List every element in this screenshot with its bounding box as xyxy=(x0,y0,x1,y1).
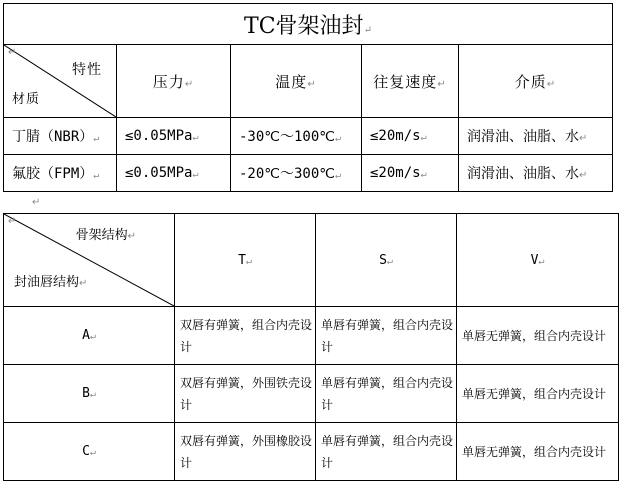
structure-desc-cell: 单唇无弹簧，组合内壳设计 xyxy=(457,307,619,365)
paragraph-mark: ↵ xyxy=(192,169,199,180)
row-label-text: C xyxy=(82,444,90,459)
column-header-medium: 介质 xyxy=(514,72,547,91)
cell-text: ≤0.05MPa xyxy=(125,165,193,181)
row-label-a xyxy=(4,307,175,365)
column-header-speed: 往复速度 xyxy=(373,72,438,91)
table-title xyxy=(4,4,613,45)
corner-header-cell xyxy=(4,45,117,118)
cell-text: 氟胶（FPM） xyxy=(12,166,94,182)
corner-label-lip xyxy=(14,271,87,290)
paragraph-mark: ↵ xyxy=(89,389,96,400)
structure-desc-cell: 单唇无弹簧，组合内壳设计 xyxy=(457,423,619,481)
corner-label-material: 材质 xyxy=(12,92,41,107)
pressure-cell xyxy=(117,155,231,192)
column-header xyxy=(231,45,362,118)
row-label-text: A xyxy=(82,328,90,343)
cell-text: 润滑油、油脂、水 xyxy=(467,166,579,182)
paragraph-mark: ↵ xyxy=(546,78,557,90)
cell-text: -20℃～300℃ xyxy=(239,166,336,182)
paragraph-mark: ↵ xyxy=(184,78,195,90)
paragraph-mark: ↵ xyxy=(127,231,136,242)
cell-text: 丁腈（NBR） xyxy=(12,129,94,145)
corner-label-property: 特性 xyxy=(72,62,102,78)
material-properties-table xyxy=(3,3,613,192)
cell-text: -30℃～100℃ xyxy=(239,129,336,145)
paragraph-mark: ↵ xyxy=(335,133,342,144)
column-header-s xyxy=(316,214,457,307)
row-label-text: B xyxy=(82,386,90,401)
column-header xyxy=(459,45,613,118)
column-header-text: V xyxy=(530,252,539,268)
table-row xyxy=(4,307,619,365)
row-label-c xyxy=(4,423,175,481)
paragraph-mark: ↵ xyxy=(437,78,447,90)
paragraph-mark: ↵ xyxy=(335,170,342,181)
cell-text: 润滑油、油脂、水 xyxy=(467,129,579,145)
speed-cell xyxy=(362,155,459,192)
structure-table xyxy=(3,213,619,481)
column-header-t xyxy=(175,214,316,307)
corner-label-frame xyxy=(76,224,136,243)
paragraph-mark: ↵ xyxy=(386,255,393,267)
paragraph-mark: ↵ xyxy=(89,447,96,458)
structure-desc-cell: 单唇无弹簧，组合内壳设计 xyxy=(457,365,619,423)
column-header xyxy=(117,45,231,118)
structure-desc-cell: 双唇有弹簧，外围铁壳设计 xyxy=(175,365,316,423)
paragraph-mark: ↵ xyxy=(89,331,96,342)
structure-desc-cell: 单唇有弹簧，组合内壳设计 xyxy=(316,423,457,481)
medium-cell xyxy=(459,118,613,155)
structure-desc-cell: 双唇有弹簧，外围橡胶设计 xyxy=(175,423,316,481)
paragraph-mark: ↵ xyxy=(32,197,41,208)
paragraph-mark: ↵ xyxy=(93,170,100,181)
column-header xyxy=(362,45,459,118)
column-header-v xyxy=(457,214,619,307)
paragraph-mark: ↵ xyxy=(363,24,372,36)
column-header-temperature: 温度 xyxy=(275,72,308,91)
medium-cell xyxy=(459,155,613,192)
corner-header-cell xyxy=(4,214,175,307)
cell-text: ≤20m/s xyxy=(370,128,421,144)
paragraph-mark: ↵ xyxy=(192,132,199,143)
paragraph-mark: ↵ xyxy=(420,169,427,180)
structure-desc-cell: 单唇有弹簧，组合内壳设计 xyxy=(316,365,457,423)
material-name-cell xyxy=(4,118,117,155)
corner-label-frame-text: 骨架结构 xyxy=(75,228,128,243)
column-header-text: S xyxy=(379,252,387,268)
table-row xyxy=(4,118,613,155)
temperature-cell xyxy=(231,118,362,155)
paragraph-mark: ↵ xyxy=(579,170,588,181)
corner-mark: ↵ xyxy=(8,216,17,227)
table-row xyxy=(4,155,613,192)
row-label-b xyxy=(4,365,175,423)
paragraph-mark: ↵ xyxy=(420,132,427,143)
structure-desc-cell: 双唇有弹簧，组合内壳设计 xyxy=(175,307,316,365)
temperature-cell xyxy=(231,155,362,192)
material-name-cell xyxy=(4,155,117,192)
paragraph-mark: ↵ xyxy=(79,278,88,289)
column-header-text: T xyxy=(238,252,246,268)
paragraph-mark: ↵ xyxy=(93,133,100,144)
structure-desc-cell: 单唇有弹簧，组合内壳设计 xyxy=(316,307,457,365)
table-title-text: TC骨架油封 xyxy=(244,13,364,39)
cell-text: ≤0.05MPa xyxy=(125,128,193,144)
speed-cell xyxy=(362,118,459,155)
paragraph-mark: ↵ xyxy=(307,78,317,90)
paragraph-mark: ↵ xyxy=(538,255,545,267)
corner-mark: ↵ xyxy=(8,47,18,58)
paragraph-mark: ↵ xyxy=(245,255,252,267)
table-row xyxy=(4,423,619,481)
pressure-cell xyxy=(117,118,231,155)
cell-text: ≤20m/s xyxy=(370,165,421,181)
table-row xyxy=(4,365,619,423)
paragraph-mark: ↵ xyxy=(579,133,588,144)
corner-label-lip-text: 封油唇结构 xyxy=(14,275,80,290)
column-header-pressure: 压力 xyxy=(152,72,185,91)
